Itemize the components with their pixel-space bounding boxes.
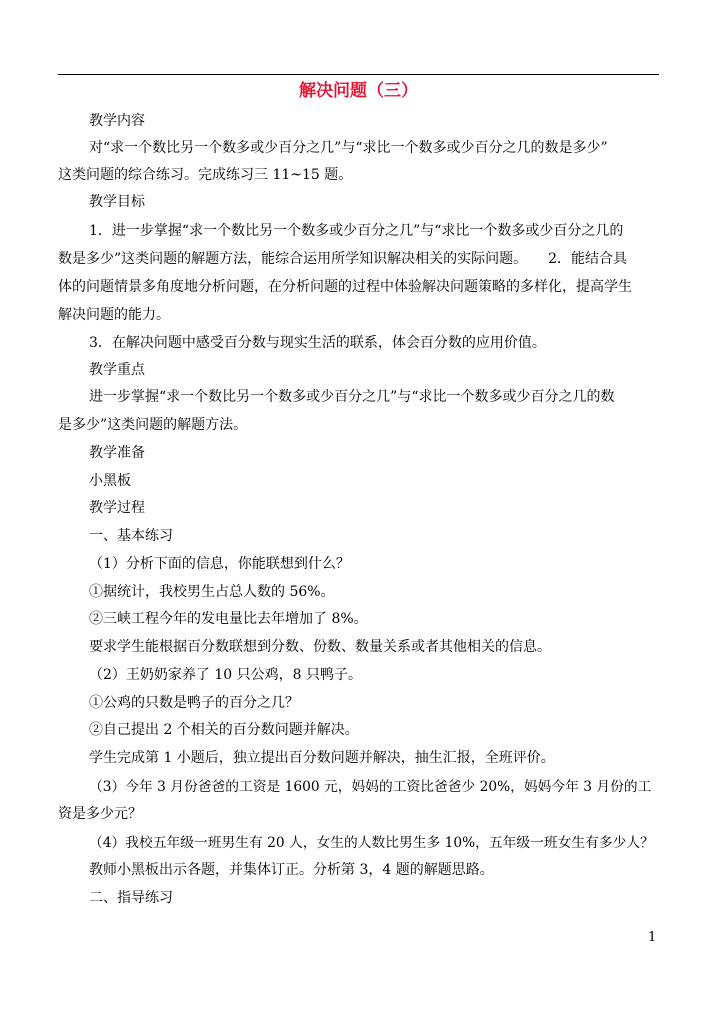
text-line: 进一步掌握“求一个数比另一个数多或少百分之几”与“求比一个数多或少百分之几的数: [89, 389, 615, 405]
header-rule: [58, 74, 659, 75]
text-line: （3）今年 3 月份爸爸的工资是 1600 元，妈妈的工资比爸爸少 20%，妈妈今年 3 月份的工: [89, 779, 652, 795]
text-line: 体的问题情景多角度地分析问题，在分析问题的过程中体验解决问题策略的多样化，提高学生: [58, 279, 632, 295]
text-line: ①公鸡的只数是鸭子的百分之几？: [89, 695, 299, 711]
text-line: 对“求一个数比另一个数多或少百分之几”与“求比一个数多或少百分之几的数是多少”: [89, 140, 608, 156]
text-line: 教学过程: [89, 500, 145, 516]
document-title: 解决问题（三）: [299, 81, 418, 101]
text-line: 教学准备: [89, 445, 145, 461]
text-line: 教学目标: [89, 194, 145, 210]
text-line: ①据统计，我校男生占总人数的 56%。: [89, 584, 335, 600]
text-line: （1）分析下面的信息，你能联想到什么？: [89, 556, 350, 572]
text-line: 一、基本练习: [89, 528, 173, 544]
text-line: 是多少”这类问题的解题方法。: [58, 417, 248, 433]
text-line: 数是多少”这类问题的解题方法，能综合运用所学知识解决相关的实际问题。 2．能结合具: [58, 251, 628, 267]
text-line: 这类问题的综合练习。完成练习三 11~15 题。: [58, 167, 353, 183]
text-line: 教学内容: [89, 113, 145, 129]
text-line: （2）王奶奶家养了 10 只公鸡，8 只鸭子。: [89, 667, 362, 683]
text-line: 要求学生能根据百分数联想到分数、份数、数量关系或者其他相关的信息。: [89, 639, 551, 655]
page-number: 1: [648, 930, 657, 945]
text-line: 学生完成第 1 小题后，独立提出百分数问题并解决，抽生汇报，全班评价。: [89, 750, 555, 766]
text-line: ②三峡工程今年的发电量比去年增加了 8%。: [89, 611, 368, 627]
text-line: 教学重点: [89, 362, 145, 378]
text-line: 3．在解决问题中感受百分数与现实生活的联系，体会百分数的应用价值。: [89, 335, 546, 351]
text-line: ②自己提出 2 个相关的百分数问题并解决。: [89, 722, 359, 738]
text-line: 教师小黑板出示各题，并集体订正。分析第 3，4 题的解题思路。: [89, 862, 494, 878]
text-line: 二、指导练习: [89, 890, 173, 906]
text-line: 资是多少元？: [58, 806, 142, 822]
text-line: 1．进一步掌握“求一个数比另一个数多或少百分之几”与“求比一个数多或少百分之几的: [89, 223, 624, 239]
text-line: （4）我校五年级一班男生有 20 人，女生的人数比男生多 10%，五年级一班女生有多少人？: [89, 835, 654, 851]
text-line: 解决问题的能力。: [58, 307, 170, 323]
text-line: 小黑板: [89, 473, 131, 489]
